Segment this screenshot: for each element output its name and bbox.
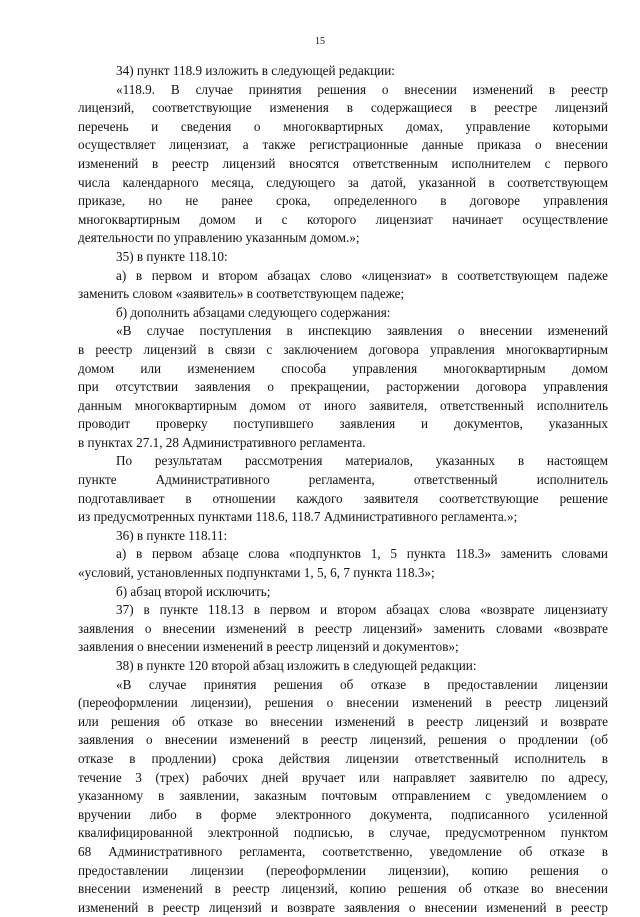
text-line: 68 Административного регламента, соответственно, уведомление об отказе в <box>78 843 608 859</box>
text-line: при отсутствии заявления о прекращении, расторжении договора управления <box>78 379 608 395</box>
text-line: заменить словом «заявитель» в соответствующем падеже; <box>78 286 405 302</box>
text-line: заявления о внесении изменений в реестр лицензий и документов»; <box>78 639 459 655</box>
text-line: заявления о внесении изменений в реестр лицензий, решения о продлении (об <box>78 732 608 748</box>
text-line: 34) пункт 118.9 изложить в следующей редакции: <box>116 63 395 78</box>
text-line: 36) в пункте 118.11: <box>116 527 228 543</box>
text-line: деятельности по управлению указанным домом.»; <box>78 230 360 246</box>
text-line: а) в первом абзаце слова «подпунктов 1, 5 пункта 118.3» заменить словами <box>116 546 608 562</box>
text-line: перечень и сведения о многоквартирных домах, управление которыми <box>78 118 608 134</box>
text-line: лицензий, соответствующие изменения в содержащиеся в реестре лицензий <box>78 100 608 116</box>
text-line: заявления о внесении изменений в реестр лицензий» заменить словами «возврате <box>78 620 608 636</box>
text-line: числа календарного месяца, следующего за датой, указанной в соответствующем <box>78 174 608 190</box>
text-line: или решения об отказе во внесении изменений в реестр лицензий и возврате <box>78 713 608 729</box>
text-line: По результатам рассмотрения материалов, указанных в настоящем <box>116 453 608 469</box>
text-line: 35) в пункте 118.10: <box>116 248 228 264</box>
text-line: внесении изменений в реестр лицензий, копию решения об отказе во внесении <box>78 881 608 897</box>
text-line: отказе в продлении) срока действия лицензии ответственный исполнитель в <box>78 750 608 766</box>
text-line: а) в первом и втором абзацах слово «лицензиат» в соответствующем падеже <box>116 267 608 283</box>
text-line: б) абзац второй исключить; <box>116 583 271 599</box>
text-line: «В случае принятия решения об отказе в предоставлении лицензии <box>116 676 608 692</box>
text-line: проводит проверку поступившего заявления и документов, указанных <box>78 416 608 432</box>
text-line: приказе, но не ранее срока, определенного в договоре управления <box>78 193 608 209</box>
text-line: пункте Административного регламента, ответственный исполнитель <box>78 472 608 488</box>
text-line: в реестр лицензий в связи с заключением договора управления многоквартирным <box>78 341 608 357</box>
text-line: 37) в пункте 118.13 в первом и втором абзацах слова «возврате лицензиату <box>116 602 608 618</box>
text-line: изменений в реестр лицензий и возврате заявления о внесении изменений в реестр <box>78 899 608 915</box>
text-line: изменений в реестр лицензий вносятся ответственным исполнителем с первого <box>78 155 608 171</box>
text-line: из предусмотренных пунктами 118.6, 118.7 Административного регламента.»; <box>78 509 518 525</box>
text-line: многоквартирным домом и с которого лицензиат начинает осуществление <box>78 211 608 227</box>
text-line: 38) в пункте 120 второй абзац изложить в следующей редакции: <box>116 658 477 673</box>
text-line: «В случае поступления в инспекцию заявления о внесении изменений <box>116 323 608 339</box>
text-line: указанному в заявлении, заказным почтовым отправлением с уведомлением о <box>78 788 608 804</box>
text-line: «условий, установленных подпунктами 1, 5, 6, 7 пункта 118.3»; <box>78 565 435 581</box>
text-line: данным многоквартирным домом от иного заявителя, ответственный исполнитель <box>78 397 608 413</box>
text-line: осуществляет лицензиат, а также регистрационные данные приказа о внесении <box>78 137 608 153</box>
text-line: б) дополнить абзацами следующего содержания: <box>116 304 391 320</box>
page-number: 15 <box>315 36 325 47</box>
text-line: в пунктах 27.1, 28 Административного регламента. <box>78 434 366 450</box>
document-body <box>78 62 608 917</box>
text-line: «118.9. В случае принятия решения о внесении изменений в реестр <box>116 81 608 97</box>
text-line: предоставлении лицензии (переоформлении лицензии), копию решения о <box>78 862 608 878</box>
text-line: домом или изменением способа управления многоквартирным домом <box>78 360 608 376</box>
text-line: (переоформлении лицензии), решения о внесении изменений в реестр лицензий <box>78 695 608 711</box>
text-line: течение 3 (трех) рабочих дней вручает или направляет заявителю по адресу, <box>78 769 608 785</box>
text-line: квалифицированной электронной подписью, в случае, предусмотренном пунктом <box>78 825 608 841</box>
text-line: вручении либо в форме электронного документа, подписанного усиленной <box>78 806 608 822</box>
text-line: подготавливает в отношении каждого заявителя соответствующие решение <box>78 490 608 506</box>
